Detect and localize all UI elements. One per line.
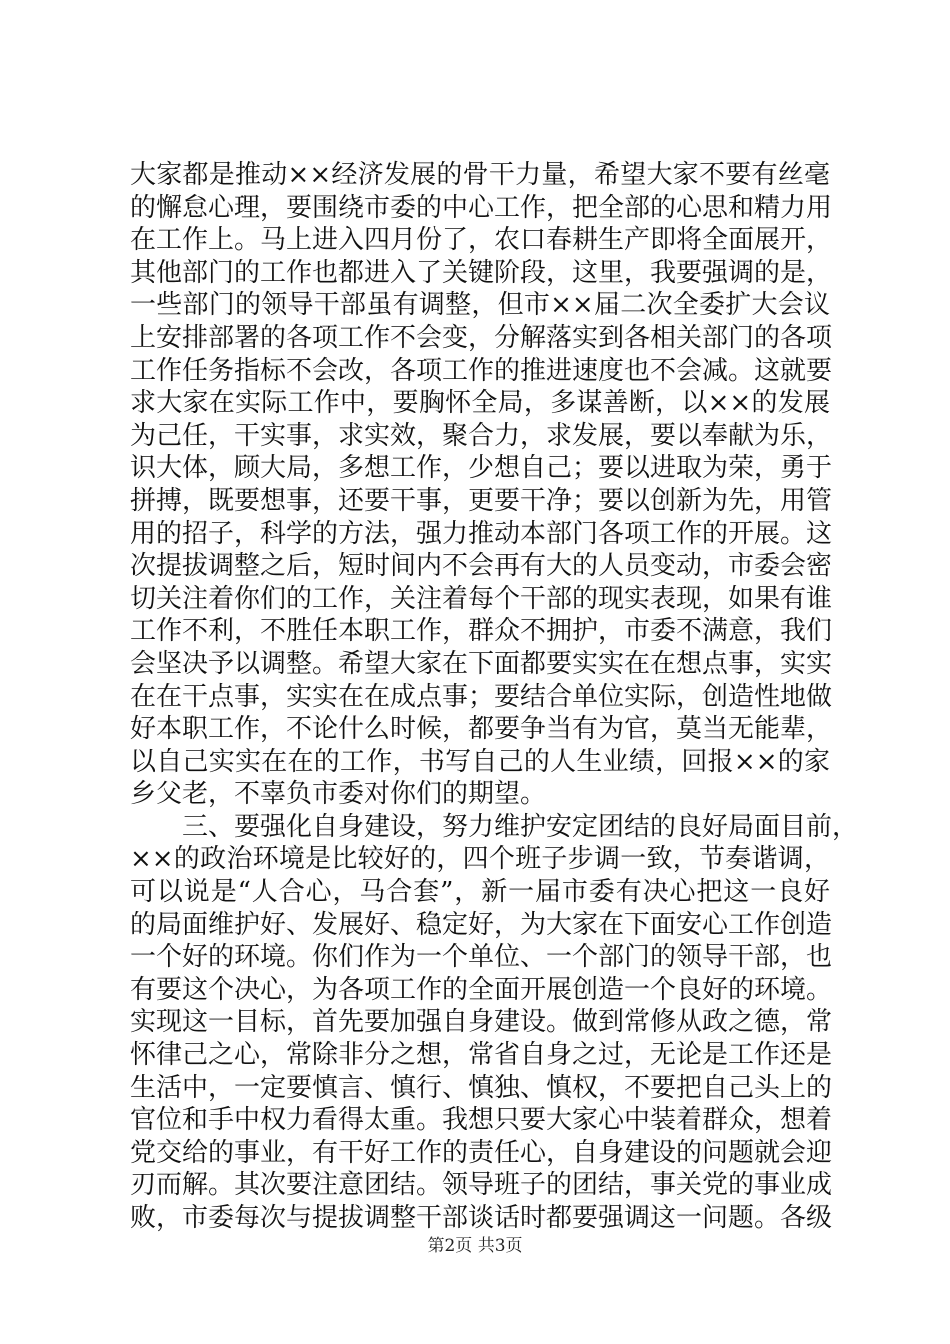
text-line: 败，市委每次与提拔调整干部谈话时都要强调这一问题。各级: [130, 1203, 833, 1233]
text-line: 其他部门的工作也都进入了关键阶段，这里，我要强调的是，: [130, 257, 833, 288]
text-line: 为己任，干实事，求实效，聚合力，求发展，要以奉献为乐，: [130, 420, 833, 451]
text-line: 上安排部署的各项工作不会变，分解落实到各相关部门的各项: [130, 322, 833, 353]
text-line: 刃而解。其次要注意团结。领导班子的团结，事关党的事业成: [130, 1170, 833, 1201]
text-line: 会坚决予以调整。希望大家在下面都要实实在在想点事，实实: [130, 648, 833, 679]
text-line: 好本职工作，不论什么时候，都要争当有为官，莫当无能辈，: [130, 714, 833, 745]
text-line: 识大体，顾大局，多想工作，少想自己；要以进取为荣，勇于: [130, 453, 833, 484]
text-line: 生活中，一定要慎言、慎行、慎独、慎权，不要把自己头上的: [130, 1072, 833, 1103]
text-line: 工作不利，不胜任本职工作，群众不拥护，市委不满意，我们: [130, 616, 833, 647]
text-line: 可以说是“人合心，马合套”，新一届市委有决心把这一良好: [130, 877, 830, 908]
text-line: 大家都是推动××经济发展的骨干力量，希望大家不要有丝毫: [130, 160, 830, 190]
page-footer: [0, 1236, 950, 1256]
text-line: 的局面维护好、发展好、稳定好，为大家在下面安心工作创造: [130, 909, 833, 940]
text-line: 官位和手中权力看得太重。我想只要大家心中装着群众，想着: [130, 1105, 833, 1136]
text-line: ××的政治环境是比较好的，四个班子步调一致，节奏谐调，: [130, 844, 830, 875]
text-line: 的懈怠心理，要围绕市委的中心工作，把全部的心思和精力用: [130, 192, 833, 223]
text-line: 在在干点事，实实在在成点事；要结合单位实际，创造性地做: [130, 681, 833, 712]
body-text: [130, 159, 859, 1235]
page-number-label: 第2页 共3页: [427, 1236, 523, 1256]
text-line: 一些部门的领导干部虽有调整，但市××届二次全委扩大会议: [130, 290, 830, 321]
text-line: 工作任务指标不会改，各项工作的推进速度也不会减。这就要: [130, 355, 833, 386]
text-line: 有要这个决心，为各项工作的全面开展创造一个良好的环境。: [130, 974, 833, 1005]
text-line: 在工作上。马上进入四月份了，农口春耕生产即将全面展开，: [130, 225, 833, 256]
text-line: 实现这一目标，首先要加强自身建设。做到常修从政之德，常: [130, 1007, 833, 1038]
text-line: 切关注着你们的工作，关注着每个干部的现实表现，如果有谁: [130, 583, 833, 614]
text-line: 怀律己之心，常除非分之想，常省自身之过，无论是工作还是: [130, 1040, 833, 1071]
text-line: 党交给的事业，有干好工作的责任心，自身建设的问题就会迎: [130, 1137, 833, 1168]
text-line: 一个好的环境。你们作为一个单位、一个部门的领导干部，也: [130, 942, 833, 973]
text-line: 用的招子，科学的方法，强力推动本部门各项工作的开展。这: [130, 518, 833, 549]
text-line: 求大家在实际工作中，要胸怀全局，多谋善断，以××的发展: [130, 388, 830, 419]
text-line: 拼搏，既要想事，还要干事，更要干净；要以创新为先，用管: [130, 485, 833, 516]
text-line: 次提拔调整之后，短时间内不会再有大的人员变动，市委会密: [130, 551, 833, 582]
text-line: 以自己实实在在的工作，书写自己的人生业绩，回报××的家: [130, 746, 830, 777]
section-heading-line: 三、要强化自身建设，努力维护安定团结的良好局面目前，: [130, 811, 859, 842]
paragraph-end-line: 乡父老，不辜负市委对你们的期望。: [130, 779, 547, 810]
